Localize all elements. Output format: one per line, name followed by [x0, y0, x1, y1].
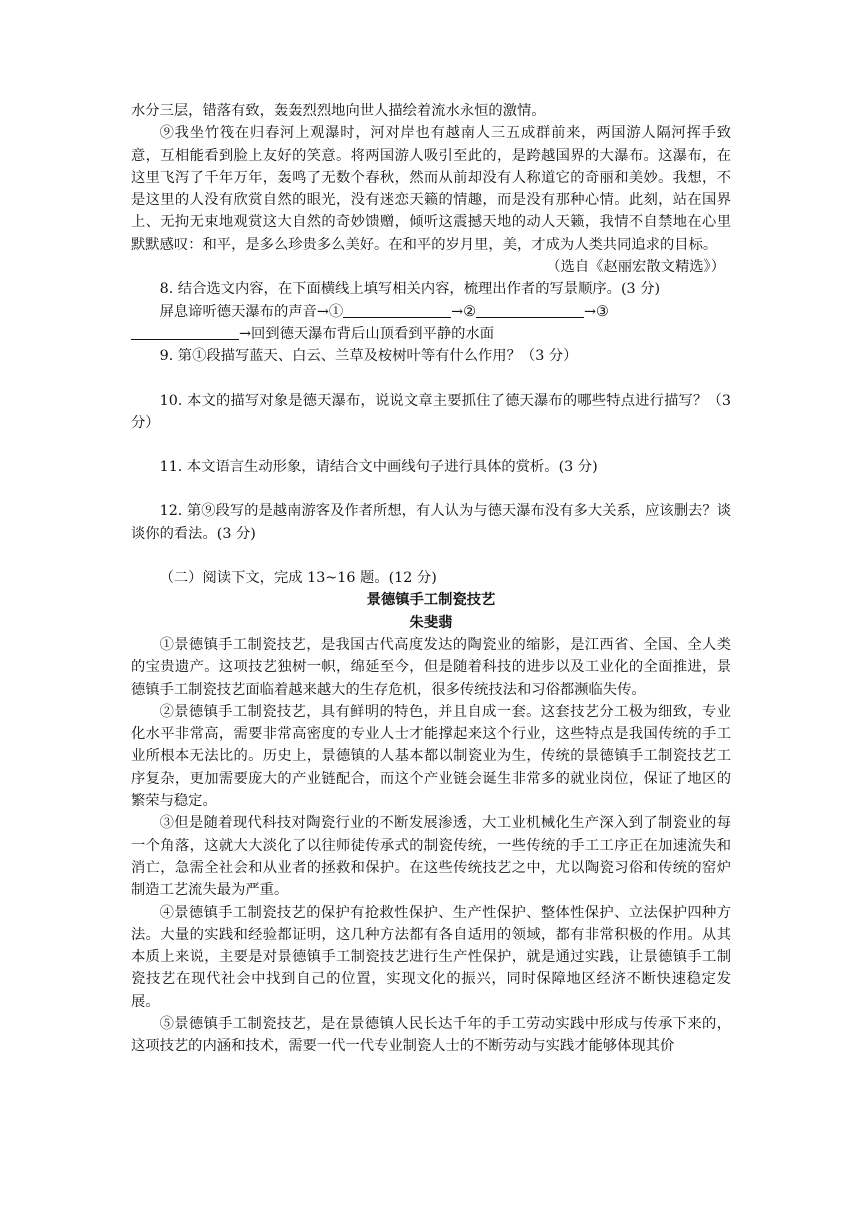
q8-arrow-3: →③	[583, 303, 609, 320]
section-2-intro: （二）阅读下文，完成 13~16 题。(12 分)	[159, 570, 437, 587]
q8-arrow-2: →②	[451, 303, 476, 320]
question-8: 8. 结合选文内容，在下面横线上填写相关内容，梳理出作者的写景顺序。(3 分)	[159, 281, 661, 298]
article-paragraph-2: ②景德镇手工制瓷技艺，具有鲜明的特色，并且自成一套。这套技艺分工极为细致，专业化水平非常高，需要非常高密度的专业人士才能撑起来这个行业，这些特点是我国传统的手工业所根本无法比的。历史上，景德镇的人基本都以制瓷业为生，传统的景德镇手工制瓷技艺工序复杂，更加需要庞大的产业链配合，而这个产业链会诞生非常多的就业岗位，保证了地区的繁荣与稳定。	[131, 703, 731, 810]
article-paragraph-4: ④景德镇手工制瓷技艺的保护有抢救性保护、生产性保护、整体性保护、立法保护四种方法。大量的实践和经验都证明，这几种方法都有各自适用的领域，都有非常积极的作用。从其本质上来说，主要是对景德镇手工制瓷技艺进行生产性保护，就是通过实践，让景德镇手工制瓷技艺在现代社会中找到自己的位置，实现文化的振兴，同时保障地区经济不断快速稳定发展。	[131, 904, 731, 1010]
q8-line1-start: 屏息谛听德天瀑布的声音→①	[159, 303, 344, 320]
question-11: 11. 本文语言生动形象，请结合文中画线句子进行具体的赏析。(3 分)	[159, 459, 598, 476]
source-citation: （选自《赵丽宏散文精选》）	[546, 259, 725, 276]
article-title: 景德镇手工制瓷技艺	[366, 592, 496, 609]
article-author: 朱斐翡	[409, 614, 453, 631]
article-paragraph-5: ⑤景德镇手工制瓷技艺，是在景德镇人民长达千年的手工劳动实践中形成与传承下来的，这项技艺的内涵和技术，需要一代一代专业制瓷人士的不断劳动与实践才能够体现其价	[131, 1015, 731, 1055]
exam-page	[131, 100, 731, 1058]
q8-line2-end: →回到德天瀑布背后山顶看到平静的水面	[239, 325, 495, 342]
passage-continued-line: 水分三层，错落有致，轰轰烈烈地向世人描绘着流水永恒的激情。	[131, 103, 546, 119]
answer-blank-1[interactable]	[343, 302, 451, 318]
question-9: 9. 第①段描写蓝天、白云、兰草及桉树叶等有什么作用？（3 分）	[159, 348, 578, 365]
question-12: 12. 第⑨段写的是越南游客及作者所想，有人认为与德天瀑布没有多大关系，应该删去？谈谈你的看法。(3 分)	[131, 503, 731, 542]
passage-paragraph-9: ⑨我坐竹筏在归春河上观瀑时，河对岸也有越南人三五成群前来，两国游人隔河挥手致意，互相能看到脸上友好的笑意。将两国游人吸引至此的，是跨越国界的大瀑布。这瀑布，在这里飞泻了千年万年，轰鸣了无数个春秋，然而从前却没有人称道它的奇丽和美妙。我想，不是这里的人没有欣赏自然的眼光，没有迷恋天籁的情趣，而是没有那种心情。此刻，站在国界上、无拘无束地观赏这大自然的奇妙馈赠，倾听这震撼天地的动人天籁，我情不自禁地在心里默默感叹：和平，是多么珍贵多么美好。在和平的岁月里，美，才成为人类共同追求的目标。	[131, 125, 731, 253]
question-8-fill-line-1	[131, 301, 731, 323]
answer-space[interactable]	[131, 545, 731, 567]
article-paragraph-3: ③但是随着现代科技对陶瓷行业的不断发展渗透，大工业机械化生产深入到了制瓷业的每一个角落，这就大大淡化了以往师徒传承式的制瓷传统，一些传统的手工工序正在加速流失和消亡，急需全社会和从业者的拯救和保护。在这些传统技艺之中，尤以陶瓷习俗和传统的窑炉制造工艺流失最为严重。	[131, 815, 731, 899]
article-paragraph-1: ①景德镇手工制瓷技艺，是我国古代高度发达的陶瓷业的缩影，是江西省、全国、全人类的宝贵遗产。这项技艺独树一帜，绵延至今，但是随着科技的进步以及工业化的全面推进，景德镇手工制瓷技艺面临着越来越大的生存危机，很多传统技法和习俗都濒临失传。	[131, 636, 731, 698]
answer-space[interactable]	[131, 478, 731, 500]
question-8-fill-line-2	[131, 323, 731, 345]
answer-blank-3[interactable]	[131, 324, 239, 340]
answer-space[interactable]	[131, 434, 731, 456]
answer-blank-2[interactable]	[476, 302, 584, 318]
question-10: 10. 本文的描写对象是德天瀑布，说说文章主要抓住了德天瀑布的哪些特点进行描写？（3 分）	[131, 392, 731, 431]
answer-space[interactable]	[131, 368, 731, 390]
